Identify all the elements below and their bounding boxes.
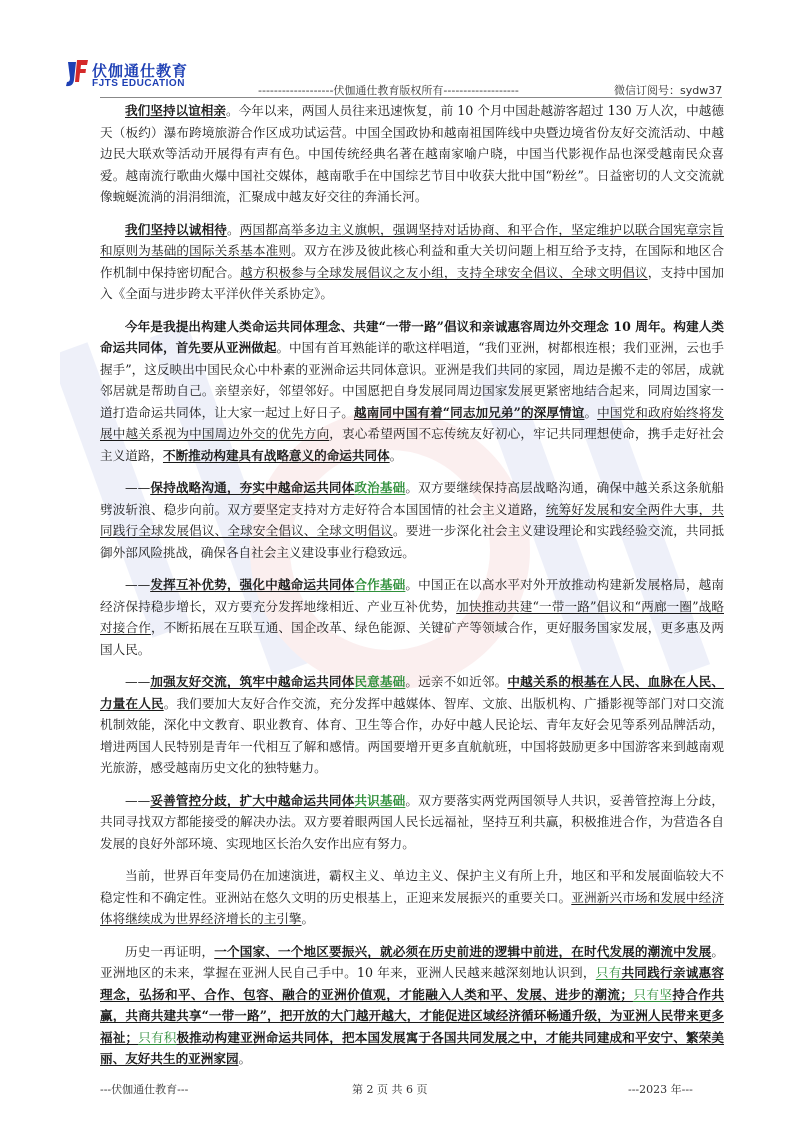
text-run: ，衷心希望两国不忘传统友好初心，牢记共同理想使命，携手走好社会主义道路， <box>100 426 725 463</box>
text-run: 。今年以来，两国人员往来迅速恢复，前 10 个月中国赴越游客超过 130 万人次，中越德天（板约）瀑布跨境旅游合作区成功试运营。中国全国政协和越南祖国阵线中央暨边境省份友好交流活动、中越边民大联欢等活动开展得有声有色。中国传统经典名著在越南家喻户晓，中国当代影视作品也深受越南民众喜爱。越南流行歌曲火爆中国社交媒体，越南歌手在中国综艺节目中收获大批中国“粉丝”。日益密切的人文交流就像蜿蜒流淌的涓涓细流，汇聚成中越友好交往的奔涌长河。 <box>100 103 725 204</box>
text-run: 。 <box>389 447 403 463</box>
wechat-account: 微信订阅号：sydw37 <box>614 84 723 97</box>
text-run: 共识基础 <box>354 792 406 808</box>
paragraph <box>100 100 724 208</box>
text-run: 不断推动构建具有战略意义的命运共同体 <box>162 447 390 463</box>
text-run: 。亚洲地区的未来，掌握在亚洲人民自己手中。10 年来，亚洲人民越来越深刻地认识到， <box>100 943 725 980</box>
text-run: 合作基础 <box>354 577 406 592</box>
text-run: 亚洲新兴市场和发展中经济体将继续成为世界经济增长的主引擎 <box>100 889 725 926</box>
paragraph <box>100 865 724 930</box>
paragraph <box>100 941 724 1070</box>
text-run: 。要进一步深化社会主义建设理论和实践经验交流，共同抵御外部风险挑战，确保各自社会主义建设事业行稳致远。 <box>100 523 725 560</box>
footer-year: ---2023 年--- <box>628 1083 693 1096</box>
text-run: 中越关系的根基在人民、血脉在人民、力量在人民 <box>100 674 725 711</box>
page-header <box>0 0 800 100</box>
text-run: 。中国有首耳熟能详的歌这样唱道，“我们亚洲，树都根连根；我们亚洲，云也手握手”，这反映出中国民众心中朴素的亚洲命运共同体意识。亚洲是我们共同的家园，周边是搬不走的邻居，成就邻居就是帮助自己。亲望亲好，邻望邻好。中国愿把自身发展同周边国家发展更紧密地结合起来，同周边国家一道打造命运共同体，让大家一起过上好日子。 <box>100 340 724 420</box>
text-run: 。中国正在以高水平对外开放推动构建新发展格局，越南经济保持稳步增长，双方要充分发挥地缘相近、产业互补优势， <box>100 577 725 614</box>
paragraph <box>100 790 724 855</box>
text-run: 民意基础 <box>354 674 406 689</box>
text-run: 发挥互补优势，强化中越命运共同体 <box>150 577 355 592</box>
paragraph <box>100 316 724 467</box>
text-run: 。双方在涉及彼此核心利益和重大关切问题上相互给予支持，在国际和地区合作机制中保持密切配合。 <box>100 243 725 280</box>
text-run: 。 <box>584 404 598 420</box>
text-run: 。 <box>226 221 240 237</box>
text-run: 我们坚持以诚相待 <box>125 221 227 237</box>
text-run: —— <box>125 577 151 592</box>
logo-chinese-name: 伏伽通仕教育 <box>92 62 189 80</box>
text-run: 只有坚 <box>632 986 673 1002</box>
paragraph <box>100 477 724 563</box>
text-run: 我们坚持以谊相亲 <box>125 103 226 118</box>
copyright-notice: -------------------伏伽通仕教育版权所有------------------- <box>258 84 519 97</box>
text-run: 政治基础 <box>354 480 406 495</box>
text-run: 持合作共赢，共商共建共享“一带一路”，把开放的大门越开越大，才能促进区域经济循环畅通升级，为亚洲人民带来更多福祉； <box>100 986 725 1045</box>
text-run: 中国党和政府始终将发展中越关系视为中国周边外交的优先方向 <box>100 404 725 441</box>
text-run: 保持战略沟通，夯实中越命运共同体 <box>150 480 355 495</box>
text-run: 。 <box>301 911 315 926</box>
text-run: 加快推动共建“一带一路”倡议和“两廊一圈”战略对接合作 <box>100 598 724 635</box>
text-run: 统筹好发展和安全两件大事，共同践行全球发展倡议、全球安全倡议、全球文明倡议 <box>100 501 725 538</box>
header-divider <box>100 97 722 98</box>
text-run: 当前，世界百年变局仍在加速演进，霸权主义、单边主义、保护主义有所上升，地区和平和发展面临较大不稳定性和不确定性。亚洲站在悠久文明的历史根基上，正迎来发展振兴的重要关口。 <box>100 868 724 905</box>
page-number: 第 2 页 共 6 页 <box>352 1083 428 1096</box>
text-run: 历史一再证明， <box>125 943 215 959</box>
paragraph <box>100 671 724 779</box>
footer-left: ---伏伽通仕教育--- <box>100 1083 189 1096</box>
text-run: 今年是我提出构建人类命运共同体理念、共建“一带一路”倡议和亲诚惠容周边外交理念 10 周年。构建人类命运共同体，首先要从亚洲做起 <box>100 318 724 355</box>
text-run: 极推动构建亚洲命运共同体，把本国发展寓于各国共同发展之中，才能共同建成和平安宁、繁荣美丽、友好共生的亚洲家园 <box>100 1029 725 1066</box>
text-run: 。双方要继续保持高层战略沟通，确保中越关系这条航船劈波斩浪、稳步向前。双方要坚定支持对方走好符合本国国情的社会主义道路， <box>100 480 725 517</box>
text-run: ，不断拓展在互联互通、国企改革、绿色能源、关键矿产等领域合作，更好服务国家发展，更多惠及两国人民。 <box>100 620 725 657</box>
article-body <box>100 100 724 1070</box>
text-run: 两国都高举多边主义旗帜，强调坚持对话协商、和平合作，坚定维护以联合国宪章宗旨和原则为基础的国际关系基本准则 <box>100 221 725 258</box>
text-run: —— <box>125 480 151 495</box>
text-run: 。我们要加大友好合作交流，充分发挥中越媒体、智库、文旅、出版机构、广播影视等部门对口交流机制效能，深化中文教育、职业教育、体育、卫生等合作，办好中越人民论坛、青年友好会见等系列品牌活动，增进两国人民特别是青年一代相互了解和感情。两国要增开更多直航航班，中国将鼓励更多中国游客来到越南观光旅游，感受越南历史文化的独特魅力。 <box>100 695 725 775</box>
text-run: 。 <box>238 1051 252 1066</box>
text-run: 只有 <box>595 965 622 980</box>
paragraph <box>100 219 724 305</box>
paragraph <box>100 574 724 660</box>
text-run: —— <box>125 674 151 689</box>
text-run: 妥善管控分歧，扩大中越命运共同体 <box>150 792 355 808</box>
logo-english-name: FJTS EDUCATION <box>92 78 185 89</box>
text-run: 。双方要落实两党两国领导人共识，妥善管控海上分歧，共同寻找双方都能接受的解决办法。双方要着眼两国人民长远福祉，坚持互利共赢，积极推进合作，为营造各自发展的良好外部环境、实现地区长治久安作出应有努力。 <box>100 792 725 851</box>
text-run: 越南同中国有着“同志加兄弟”的深厚情谊 <box>353 404 585 420</box>
text-run: 加强友好交流，筑牢中越命运共同体 <box>150 674 355 689</box>
text-run: 共同践行亲诚惠容理念，弘扬和平、合作、包容、融合的亚洲价值观，才能融入人类和平、发展、进步的潮流； <box>100 965 725 1002</box>
brand-logo <box>62 56 212 96</box>
fjts-logo-icon <box>62 58 90 90</box>
text-run: 越方积极参与全球发展倡议之友小组，支持全球安全倡议、全球文明倡议 <box>240 264 648 280</box>
text-run: 只有积 <box>138 1029 177 1045</box>
text-run: —— <box>125 792 151 808</box>
text-run: ，支持中国加入《全面与进步跨太平洋伙伴关系协定》。 <box>100 264 725 301</box>
text-run: 。远亲不如近邻。 <box>405 674 508 689</box>
text-run: 一个国家、一个地区要振兴，就必须在历史前进的逻辑中前进，在时代发展的潮流中发展 <box>214 943 712 959</box>
